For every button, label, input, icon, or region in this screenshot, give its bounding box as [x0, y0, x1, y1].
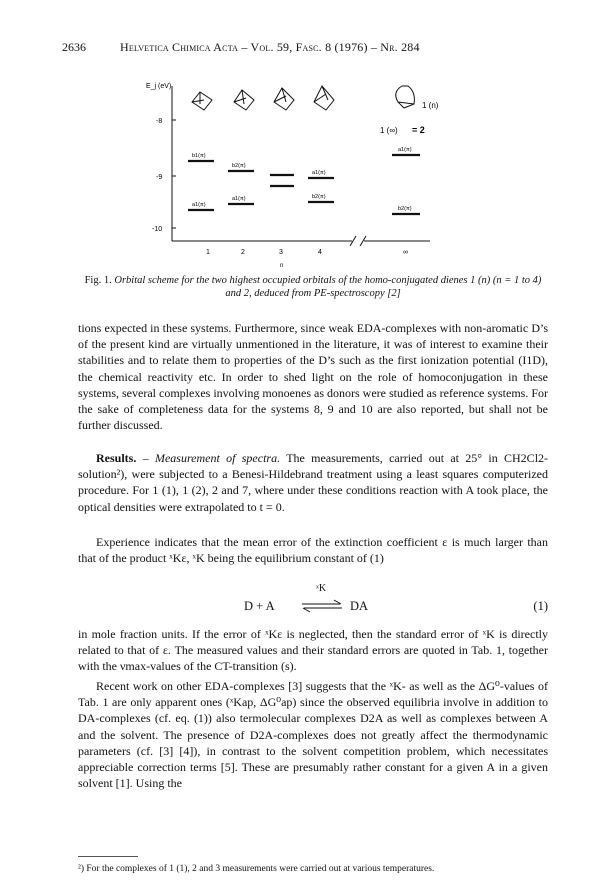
orbital-labels — [192, 147, 412, 212]
axis-break — [350, 236, 366, 246]
subsection-heading: Measurement of spectra. — [154, 451, 281, 465]
molecule-1-3-icon — [274, 88, 294, 110]
y-tick-label: -8 — [156, 118, 163, 125]
section-heading: Results. — [96, 451, 137, 465]
orbital-scheme-figure — [130, 78, 450, 270]
molecule-1-2-icon — [234, 90, 254, 110]
x-tick-label: 1 — [206, 249, 210, 256]
paragraph-recent-work — [78, 678, 548, 791]
svg-text:a1(π): a1(π) — [398, 147, 412, 153]
svg-text:a1(π): a1(π) — [192, 202, 206, 208]
molecule-1-1-icon — [192, 92, 212, 110]
x-tick-label: ∞ — [403, 249, 408, 256]
equation-right: DA — [350, 599, 369, 613]
y-axis-label: E_j (eV) — [146, 83, 172, 90]
journal-title: Helvetica Chimica Acta – Vol. 59, Fasc. 8 (1976) – Nr. 284 — [120, 40, 420, 54]
page-number: 2636 — [62, 40, 86, 54]
label-eq-2: = 2 — [412, 125, 425, 135]
equation-number: (1) — [533, 599, 548, 613]
x-tick-label: 4 — [318, 249, 322, 256]
paragraph-text: Recent work on other EDA-complexes [3] suggests that the ˣK- as well as the ΔG⁰-values of Tab. 1 are only apparent ones (ˣKap, ΔG⁰ap) since the observed equilibria involve in addition to DA-complexes (cf. eq. (1)) also termolecular complexes D2A as well as complexes between A and the solvent. The presence of D2A-complexes does not greatly affect the thermodynamic parameters (cf. [3] [4]), in contrast to the solvent competition problem, which necessitates appreciable correction terms [5]. These are presumably rather constant for a given A in a given solvent [1]. Using the — [78, 679, 548, 791]
svg-text:b2(π): b2(π) — [312, 194, 326, 200]
paragraph-text: tions expected in these systems. Furthermore, since weak EDA-complexes with non-aromatic D’s of the present kind are virtually unmentioned in the literature, it was of interest to examine their stabilities and to relate them to properties of the D’s such as the first ionization potential (I1D), the chemical reactivity etc. In order to shed light on the role of homoconjugation in these systems, several complexes involving monoenes as donors were studied as reference systems. For the sake of completeness data for the systems 8, 9 and 10 are also reported, but shall not be further discussed. — [78, 321, 548, 433]
running-header — [62, 40, 542, 55]
caption-label: Fig. 1. — [84, 275, 112, 286]
x-tick-label: 3 — [279, 249, 283, 256]
paragraph-intro — [78, 320, 548, 433]
molecule-1-4-icon — [314, 86, 334, 110]
x-axis-label: n — [280, 263, 284, 269]
y-tick-label: -10 — [152, 226, 163, 233]
equilibrium-arrow-icon — [300, 599, 344, 613]
figure-caption — [78, 274, 548, 300]
svg-text:b1(π): b1(π) — [192, 153, 206, 159]
footnote-rule — [78, 856, 138, 857]
svg-text:b2(π): b2(π) — [398, 206, 412, 212]
caption-text: Orbital scheme for the two highest occupied orbitals of the homo-conjugated dienes 1 (n) (n = 1 to 4) and 2, deduced from PE-spectroscopy [2] — [114, 275, 542, 299]
molecule-structures — [192, 86, 414, 110]
svg-text:a1(π): a1(π) — [312, 170, 326, 176]
equation-constant: ˣK — [316, 583, 327, 594]
svg-text:a1(π): a1(π) — [232, 196, 246, 202]
paragraph-text: The measurements, carried out at 25° in CH2Cl2-solution²), were subjected to a Benesi-Hildebrand treatment using a least squares computerized procedure. For 1 (1), 1 (2), 2 and 7, where under these conditions reaction with A took place, the optical densities were extrapolated to t = 0. — [78, 451, 549, 514]
label-1-n: 1 (n) — [422, 101, 439, 110]
y-tick-label: -9 — [156, 174, 163, 181]
molecule-1-inf-icon — [396, 86, 415, 108]
x-tick-label: 2 — [241, 249, 245, 256]
paragraph-text: Experience indicates that the mean error of the extinction coefficient ε is much larger than that of the product ˣKε, ˣK being the equilibrium constant of (1) — [78, 535, 548, 566]
equation-1 — [150, 585, 548, 621]
paragraph-error — [78, 626, 548, 675]
label-1-inf: 1 (∞) — [380, 126, 398, 135]
orbital-levels — [188, 155, 420, 214]
equation-left: D + A — [244, 599, 275, 613]
paragraph-experience — [78, 534, 548, 566]
footnote: ²) For the complexes of 1 (1), 2 and 3 measurements were carried out at various temperatures. — [78, 864, 435, 874]
svg-text:b2(π): b2(π) — [232, 163, 246, 169]
paragraph-text: in mole fraction units. If the error of ˣKε is neglected, then the standard error of ˣK is directly related to that of ε. The measured values and their standard errors are quoted in Tab. 1, together with the νmax-values of the CT-transition (s). — [78, 627, 548, 674]
paragraph-results: Results. – Measurement of spectra. The measurements, carried out at 25° in CH2Cl2-solution²), were subjected to a Benesi-Hildebrand treatment using a least squares computerized procedure. For 1 (1), 1 (2), 2 and 7, where under these conditions reaction with A took place, the optical densities were extrapolated to t = 0. — [78, 451, 549, 514]
